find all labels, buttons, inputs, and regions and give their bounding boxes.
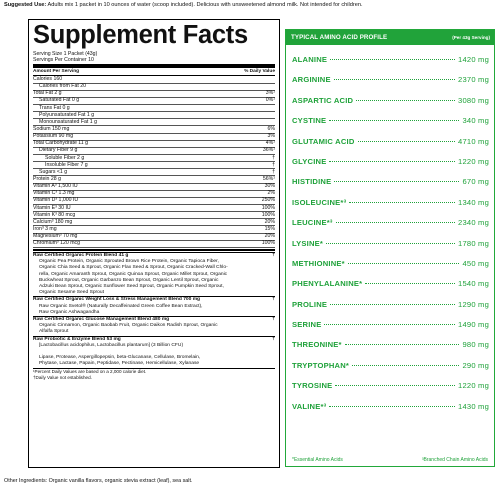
nutrient-name: Insoluble Fiber 7 g [45,161,88,168]
dot-leader [324,324,455,325]
dot-leader [329,406,455,407]
supplement-facts-panel [28,19,280,468]
amino-value: 1220 mg [458,156,489,166]
amino-row [292,279,489,299]
blend-name: Raw Certified Organic Protein Blend 41 g [33,252,129,258]
amino-header [286,30,494,45]
nutrient-dv: † [272,154,275,161]
serving-size: Serving Size 1 Packet (43g) [33,51,98,57]
nutrient-name: Calcium³ 180 mg [33,218,73,225]
blend-mark: † [272,296,275,302]
blend-name: Raw Probiotic & Enzyme Blend 53 mg [33,336,121,342]
nutrient-dv: 250% [261,197,275,204]
dot-leader [334,79,455,80]
blend-mark: † [272,316,275,322]
footnote-daily-values: ¹Percent Daily Values are based on a 2,000 calorie diet. [33,369,147,375]
amino-name: SERINE [292,320,322,330]
amino-value: 340 mg [462,116,489,126]
essential-note: *Essential Amino Acids [292,457,343,463]
amino-value: 1220 mg [458,381,489,391]
nutrient-dv: 15% [264,225,275,232]
nutrient-name: Soluble Fiber 2 g [45,154,85,161]
amino-value: 1420 mg [458,55,489,64]
servings-per-container: Servings Per Container 10 [33,57,94,64]
amino-title: TYPICAL AMINO ACID PROFILE [291,34,388,41]
blend-ingredients: Organic Pea Protein, Organic Sprouted Brown Rice Protein, Organic Tapioca Fiber, Organic Chia Seed & Sprout, Organic Flax Seed & Sprout, Organic Cracked-Wall Chlo- rella, Organic Amaranth Sprout, Organic Quinoa Sprout, Organic Millet Sprout, Organic Buckwheat Sprout, Organic Garbanzo Bean Sprout, Organic Lentil Sprout, Organic Adzuki Bean Sprout, Organic Sunflower Seed Sprout, Organic Pumpkin Seed Sprout, Organic Sesame Seed Sprout [39,259,228,295]
amino-name: PHENYLALANINE* [292,279,363,289]
amino-value: 980 mg [462,340,489,350]
amino-name: HISTIDINE [292,177,332,187]
amino-row [292,300,489,320]
amount-header: Amount Per Serving [33,69,80,75]
nutrient-name: Vitamin E³ 30 IU [33,204,71,211]
dot-leader [334,181,459,182]
nutrient-dv: 30% [264,183,275,190]
nutrient-name: Monounsaturated Fat 1 g [39,118,97,125]
nutrient-dv: 4%¹ [265,140,275,147]
blend-mark: † [272,336,275,342]
nutrient-name: Magnesium³ 70 mg [33,233,78,240]
nutrient-dv: 2% [267,190,275,197]
amino-footnotes [292,457,488,463]
dot-leader [349,202,455,203]
blend-list [33,252,275,368]
nutrient-dv: 36%¹ [262,147,275,154]
nutrient-name: Vitamin D³ 1,000 IU [33,197,79,204]
nutrient-row [33,84,275,91]
nutrient-name: Calories 160 [33,75,63,82]
amino-row [292,116,489,136]
amino-row [292,361,489,381]
nutrient-dv: † [272,168,275,175]
nutrient-name: Dietary Fiber 9 g [39,147,78,154]
nutrient-dv: † [272,161,275,168]
amino-name: ALANINE [292,55,328,64]
other-ingredients: Other Ingredients: Organic vanilla flavors, organic stevia extract (leaf), sea salt. [4,478,193,484]
nutrient-row [33,169,275,176]
dot-leader [356,100,455,101]
amino-acid-panel [285,29,495,467]
amino-name: CYSTINE [292,116,327,126]
nutrient-name: Sugars <1 g [39,168,68,175]
amino-name: GLYCINE [292,156,327,166]
amino-subtitle: (Per 43g Serving) [452,35,490,40]
dot-leader [326,243,455,244]
dot-leader [365,283,455,284]
amino-value: 670 mg [462,177,489,187]
amino-row [292,381,489,401]
blend-header [33,296,275,304]
amino-name: LYSINE* [292,238,324,248]
nutrient-name: Polyunsaturated Fat 1 g [39,111,95,118]
amino-name: TRYPTOPHAN* [292,360,350,370]
amino-row [292,259,489,279]
dot-leader [358,141,456,142]
blend-ingredients: [Lactobacillus acidophilus, Lactobacillus plantarum] (3 Billion CFU) Lipase, Protease, Aspergillopepsin, beta-Glucanase, Cellulase, Bromelain, Phytase, Lactase, Papain, Peptidase, Pectinase, Hemicellulase, Xylanase [39,343,201,367]
amino-row [292,137,489,157]
amino-row [292,157,489,177]
thick-divider [33,64,275,68]
nutrient-dv: 100% [261,211,275,218]
amino-value: 3080 mg [458,95,489,105]
dot-leader [330,304,455,305]
amino-value: 290 mg [462,360,489,370]
amino-row [292,177,489,197]
dot-leader [329,161,455,162]
nutrient-dv: 6% [267,125,275,132]
blend-ingredients: Organic Cinnamon, Organic Baobab Fruit, Organic Daikon Radish Sprout, Organic Alfalfa Sprout [39,323,218,335]
nutrient-name: Trans Fat 0 g [39,104,70,111]
nutrient-dv: 20% [264,218,275,225]
nutrient-list [33,76,275,247]
nutrient-name: Sodium 150 mg [33,125,70,132]
amino-row [292,198,489,218]
nutrient-dv: 100% [261,204,275,211]
dot-leader [352,365,459,366]
amino-row [292,55,489,75]
nutrient-name: Total Fat 2 g [33,90,62,97]
nutrient-dv: 100% [261,240,275,247]
amino-name: VALINE*³ [292,401,327,411]
amino-row [292,96,489,116]
amino-name: ASPARTIC ACID [292,95,354,105]
dot-leader [348,263,460,264]
nutrient-name: Total Carbohydrate 11 g [33,140,88,147]
nutrient-row [33,219,275,226]
bcaa-note: ³Branched Chain Amino Acids [421,457,488,463]
nutrient-dv: 3% [267,133,275,140]
facts-title: Supplement Facts [33,21,248,49]
dot-leader [329,120,459,121]
amino-value: 2340 mg [458,218,489,228]
nutrient-name: Calories from Fat 20 [39,83,86,90]
amino-value: 1490 mg [458,320,489,330]
nutrient-dv: 56%¹ [262,175,275,182]
footnote-not-established: †Daily Value not established. [33,375,92,381]
nutrient-dv: 20% [264,233,275,240]
facts-column-header [33,69,275,76]
amino-row [292,340,489,360]
amino-value: 450 mg [462,258,489,268]
amino-name: LEUCINE*³ [292,218,333,228]
nutrient-name: Vitamin C³ 1.3 mg [33,190,75,197]
amino-row [292,218,489,238]
amino-name: METHIONINE* [292,258,345,268]
amino-name: THREONINE* [292,340,342,350]
amino-row [292,239,489,259]
nutrient-name: Vitamin A³ 1,500 IU [33,183,78,190]
facts-footnotes [33,368,275,380]
suggested-use-label: Suggested Use: [4,2,47,8]
amino-value: 1430 mg [458,401,489,411]
amino-value: 1340 mg [458,197,489,207]
nutrient-name: Potassium 90 mg [33,133,74,140]
amino-value: 1540 mg [458,279,489,289]
nutrient-name: Iron³ 3 mg [33,225,57,232]
amino-name: PROLINE [292,299,328,309]
nutrient-name: Protein 28 g [33,175,61,182]
dot-leader [345,344,460,345]
amino-row [292,75,489,95]
blend-name: Raw Certified Organic Glucose Management Blend 480 mg [33,316,170,322]
nutrient-row [33,162,275,169]
blend-name: Raw Certified Organic Weight Loss & Stress Management Blend 700 mg [33,296,201,302]
amino-list [292,55,489,422]
mid-divider [33,249,275,251]
dot-leader [336,222,455,223]
dot-leader [335,385,455,386]
blend-ingredients: Raw Organic Svetol® (Naturally Decaffeinated Green Coffee Bean Extract), Raw Organic Ashwagandha [39,303,203,315]
blend-mark: † [272,252,275,258]
amino-row [292,320,489,340]
amino-name: ISOLEUCINE*³ [292,197,347,207]
nutrient-name: Vitamin K³ 80 mcg [33,211,76,218]
nutrient-dv: 0%¹ [265,97,275,104]
amino-name: ARGININE [292,75,331,85]
amino-value: 1290 mg [458,299,489,309]
amino-name: GLUTAMIC ACID [292,136,355,146]
nutrient-name: Chromium³ 120 mcg [33,240,80,247]
dv-header: % Daily Value [244,69,275,75]
amino-row [292,402,489,422]
blend-header [33,336,275,344]
amino-name: TYROSINE [292,381,333,391]
nutrient-row [33,241,275,248]
amino-value: 1780 mg [458,238,489,248]
suggested-use [4,2,498,9]
suggested-use-text: Adults mix 1 packet in 10 ounces of water (scoop included). Delicious with unsweetened almond milk. Not intended for children. [46,2,363,8]
nutrient-name: Saturated Fat 0 g [39,97,80,104]
amino-value: 4710 mg [458,136,489,146]
amino-value: 2370 mg [458,75,489,85]
dot-leader [330,59,455,60]
nutrient-dv: 3%¹ [265,90,275,97]
